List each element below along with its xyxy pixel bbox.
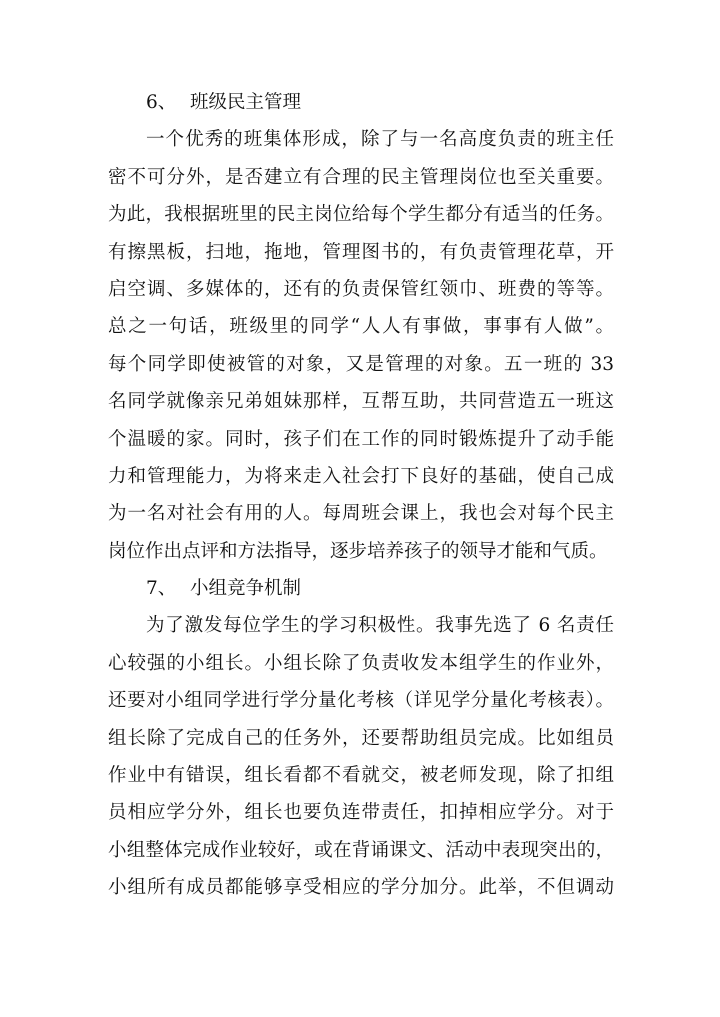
paragraph-line: 有擦黑板，扫地，拖地，管理图书的，有负责管理花草，开 <box>108 241 614 263</box>
paragraph-line: 密不可分外，是否建立有合理的民主管理岗位也至关重要。 <box>108 166 614 188</box>
section-6-heading <box>108 84 614 121</box>
paragraph-line: 小组整体完成作业较好，或在背诵课文、活动中表现突出的， <box>108 839 614 861</box>
section-6-title: 班级民主管理 <box>190 92 302 113</box>
document-body <box>108 84 614 907</box>
paragraph-line: 力和管理能力，为将来走入社会打下良好的基础，使自己成 <box>108 465 614 487</box>
section-6-number: 6、 <box>146 92 177 113</box>
paragraph-line: 名同学就像亲兄弟姐妹那样，互帮互助，共同营造五一班这 <box>108 391 614 413</box>
paragraph-line: 岗位作出点评和方法指导，逐步培养孩子的领导才能和气质。 <box>108 540 608 562</box>
paragraph-line: 个温暖的家。同时，孩子们在工作的同时锻炼提升了动手能 <box>108 428 614 450</box>
paragraph-line: 一个优秀的班集体形成，除了与一名高度负责的班主任 <box>146 129 614 151</box>
section-7-title: 小组竞争机制 <box>190 578 302 600</box>
paragraph-line: 心较强的小组长。小组长除了负责收发本组学生的作业外， <box>108 652 614 674</box>
paragraph-line: 还要对小组同学进行学分量化考核（详见学分量化考核表）。 <box>108 690 614 712</box>
section-7-number: 7、 <box>146 578 177 600</box>
paragraph-line: 为此，我根据班里的民主岗位给每个学生都分有适当的任务。 <box>108 204 614 226</box>
paragraph-line: 小组所有成员都能够享受相应的学分加分。此举，不但调动 <box>108 877 614 899</box>
paragraph-line: 为一名对社会有用的人。每周班会课上，我也会对每个民主 <box>108 503 614 525</box>
paragraph-line: 启空调、多媒体的，还有的负责保管红领巾、班费的等等。 <box>108 278 614 300</box>
paragraph-line: 员相应学分外，组长也要负连带责任，扣掉相应学分。对于 <box>108 802 614 824</box>
paragraph-line: 组长除了完成自己的任务外，还要帮助组员完成。比如组员 <box>108 727 614 749</box>
paragraph-line: 为了激发每位学生的学习积极性。我事先选了 6 名责任 <box>146 615 614 637</box>
section-7-heading <box>108 570 614 607</box>
paragraph-line: 总之一句话，班级里的同学“人人有事做，事事有人做”。 <box>108 316 614 338</box>
paragraph-line: 每个同学即使被管的对象，又是管理的对象。五一班的 33 <box>108 353 614 375</box>
paragraph-line: 作业中有错误，组长看都不看就交，被老师发现，除了扣组 <box>108 765 614 787</box>
